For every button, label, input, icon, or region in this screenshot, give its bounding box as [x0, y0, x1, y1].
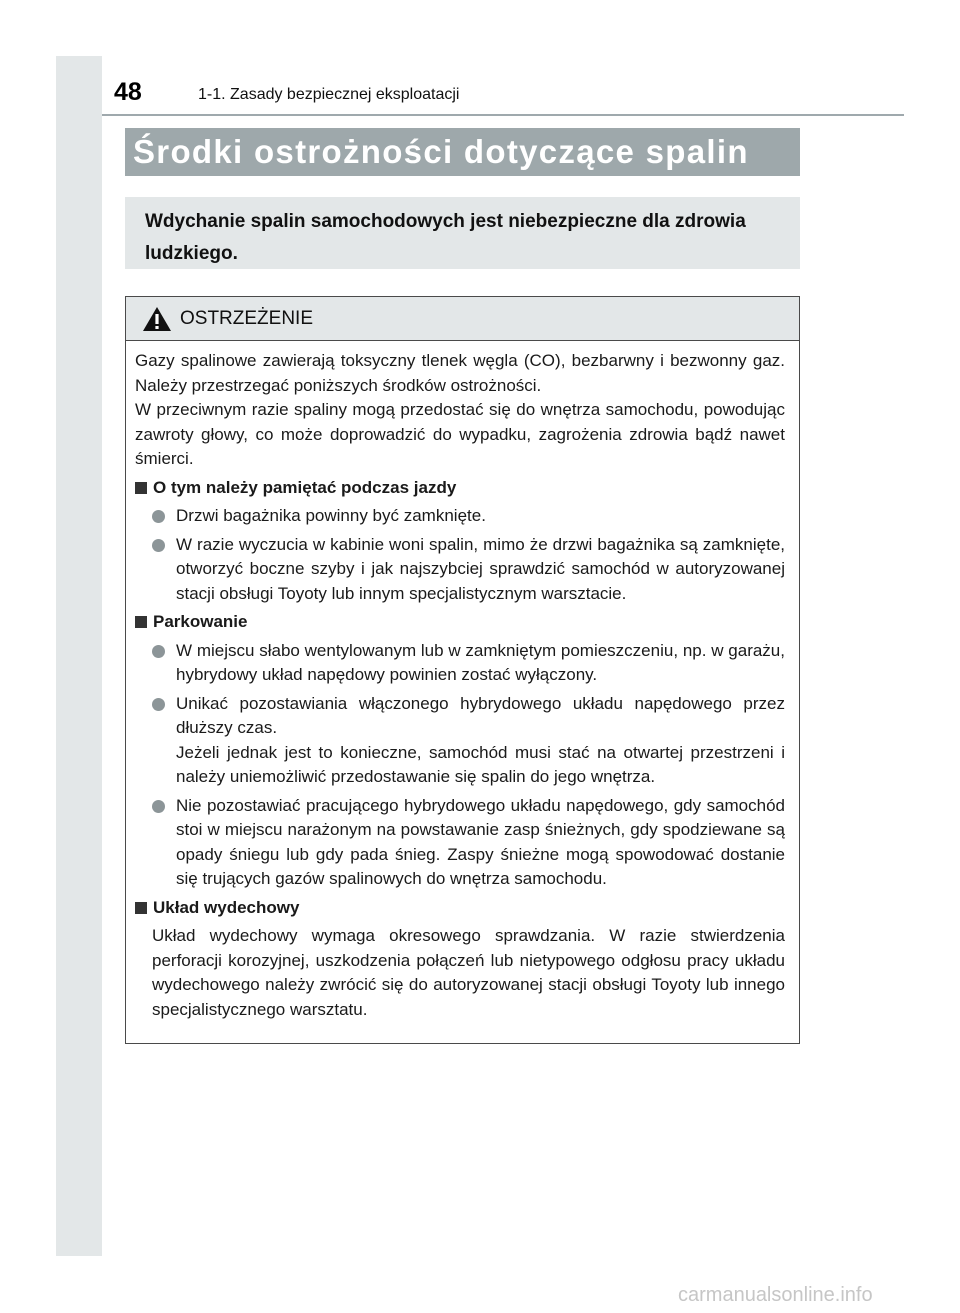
- section-title: Parkowanie: [135, 610, 785, 635]
- list-item: Nie pozostawiać pracującego hybrydowego układu napędowego, gdy samochód stoi w miejscu narażonym na powstawanie zasp śnieżnych, gdy spodziewane są opady śniegu lub gdy pada śnieg. Zaspy śnieżne mogą spowodować dostanie się trujących gazów spalinowych do wnętrza samochodu.: [135, 794, 785, 892]
- warning-paragraph: Gazy spalinowe zawierają toksyczny tlenek węgla (CO), bezbarwny i bezwonny gaz. Należy przestrzegać poniższych środków ostrożności.: [135, 351, 785, 395]
- warning-body: [126, 341, 799, 1022]
- header-divider: [102, 114, 904, 116]
- section-title: O tym należy pamiętać podczas jazdy: [135, 476, 785, 501]
- warning-paragraph: W przeciwnym razie spaliny mogą przedostać się do wnętrza samochodu, powodując zawroty głowy, co może doprowadzić do wypadku, zagrożenia zdrowia bądź nawet śmierci.: [135, 400, 785, 468]
- intro-text: Wdychanie spalin samochodowych jest niebezpieczne dla zdrowia ludzkiego.: [145, 211, 746, 264]
- list-item: Unikać pozostawiania włączonego hybrydowego układu napędowego przez dłuższy czas. Jeżeli jednak jest to konieczne, samochód musi stać na otwartej przestrzeni i należy uniemożliwić przedostawanie się spalin do jego wnętrza.: [135, 692, 785, 790]
- section-header: 1-1. Zasady bezpiecznej eksploatacji: [198, 86, 460, 103]
- square-bullet-icon: [135, 482, 147, 494]
- page-number: 48: [114, 78, 142, 106]
- list-item: Drzwi bagażnika powinny być zamknięte.: [135, 504, 785, 529]
- list-item: W razie wyczucia w kabinie woni spalin, mimo że drzwi bagażnika są zamknięte, otworzyć boczne szyby i jak najszybciej sprawdzić samochód w autoryzowanej stacji obsługi Toyoty lub innym specjalistycznym warsztacie.: [135, 533, 785, 607]
- warning-box: [125, 296, 800, 1044]
- intro-box: [125, 197, 800, 269]
- round-bullet-icon: [152, 539, 165, 552]
- section-paragraph: Układ wydechowy wymaga okresowego sprawdzania. W razie stwierdzenia perforacji korozyjnej, uszkodzenia połączeń lub nietypowego odgłosu pracy układu wydechowego należy zwrócić się do autoryzowanej stacji obsługi Toyoty lub innego specjalistycznego warsztatu.: [152, 926, 785, 1019]
- section-title: Układ wydechowy: [135, 896, 785, 921]
- round-bullet-icon: [152, 800, 165, 813]
- watermark: carmanualsonline.info: [678, 1284, 873, 1306]
- list-item: W miejscu słabo wentylowanym lub w zamkniętym pomieszczeniu, np. w garażu, hybrydowy układ napędowy powinien zostać wyłączony.: [135, 639, 785, 688]
- round-bullet-icon: [152, 645, 165, 658]
- warning-header: [126, 297, 799, 341]
- round-bullet-icon: [152, 698, 165, 711]
- warning-label: OSTRZEŻENIE: [180, 307, 314, 329]
- page-side-strip: [56, 56, 102, 1256]
- round-bullet-icon: [152, 510, 165, 523]
- warning-triangle-icon: [142, 306, 172, 332]
- square-bullet-icon: [135, 616, 147, 628]
- square-bullet-icon: [135, 902, 147, 914]
- page-title: Środki ostrożności dotyczące spalin: [125, 128, 800, 176]
